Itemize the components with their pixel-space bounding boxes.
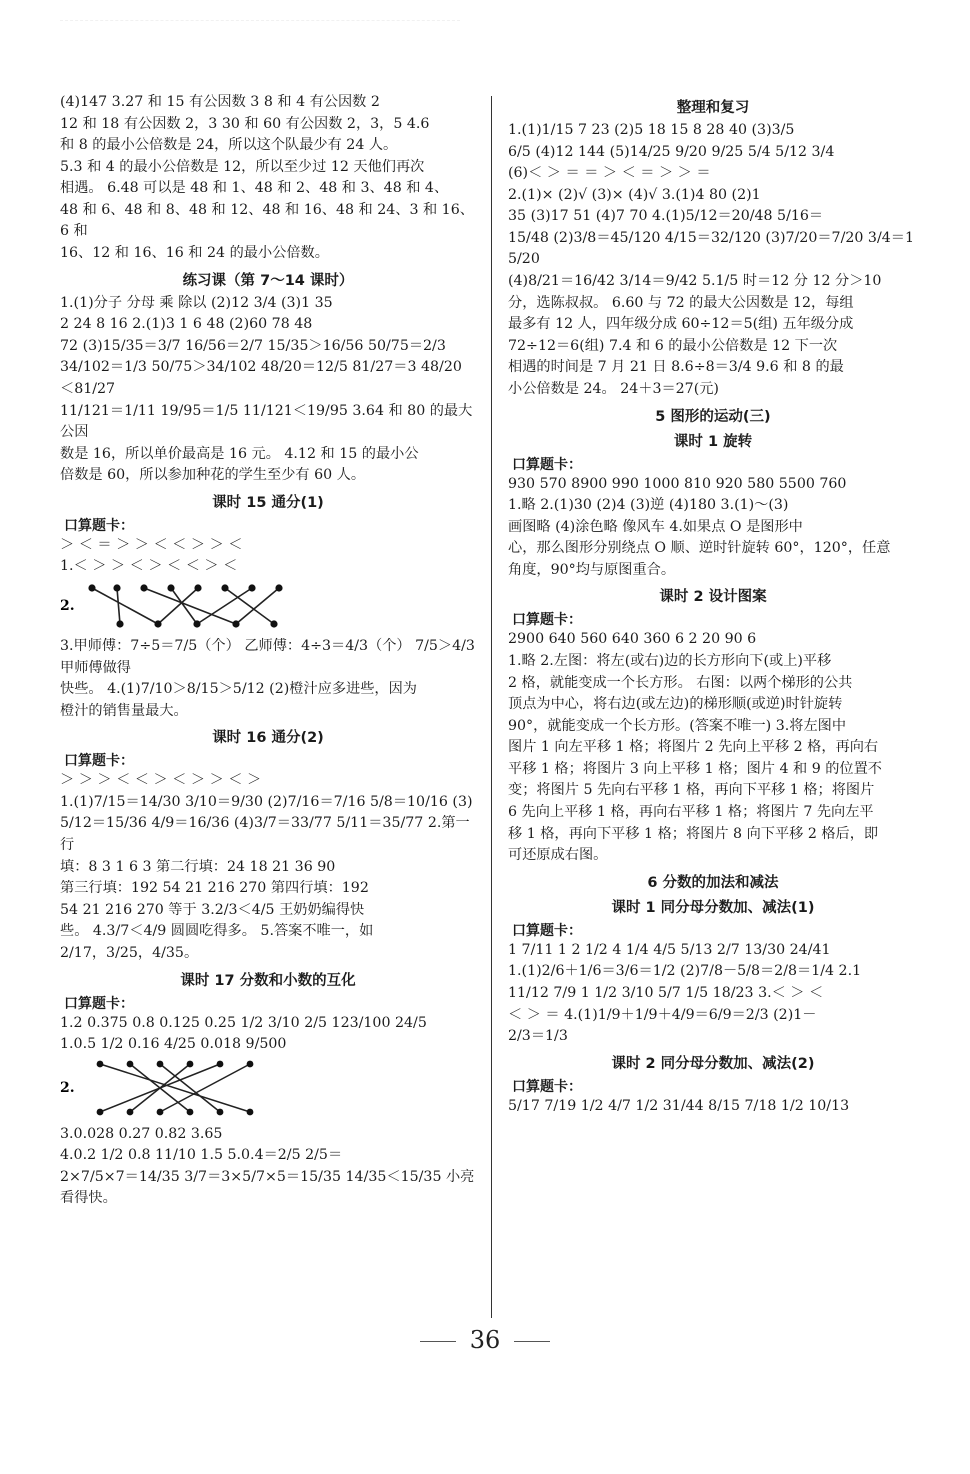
answer-line: 1.0.5 1/2 0.16 4/25 0.018 9/500 <box>60 1036 287 1053</box>
answer-line: 72÷12＝6(组) 7.4 和 6 的最小公倍数是 12 下一次 <box>508 337 838 354</box>
answer-line: 小公倍数是 24。 24＋3＝27(元) <box>508 380 719 397</box>
top-edge-fade <box>60 0 460 21</box>
match-line <box>160 1064 220 1112</box>
oral-card-label: 口算题卡： <box>64 517 134 534</box>
oral-card-label: 口算题卡： <box>512 922 582 939</box>
bottom-dot <box>157 1108 164 1115</box>
match-line <box>117 588 120 624</box>
answer-line: 54 21 216 270 等于 3.2/3＜4/5 王奶奶编得快 <box>60 901 365 918</box>
answer-line: 1 7/11 1 2 1/2 4 1/4 4/5 5/13 2/7 13/30 24/41 <box>508 941 831 958</box>
answer-line: 1.(1)1/15 7 23 (2)5 18 15 8 28 40 (3)3/5 <box>508 122 795 138</box>
diagram-label: 2. <box>60 1079 75 1096</box>
section-heading: 课时 15 通分(1) <box>212 494 324 511</box>
matching-lines-svg-1 <box>60 580 460 630</box>
top-dot <box>113 584 120 591</box>
page-footer <box>0 1326 970 1354</box>
answer-line: 画图略 (4)涂色略 像风车 4.如果点 O 是图形中 <box>508 518 803 535</box>
answer-line: 2×7/5×7＝14/35 3/7＝3×5/7×5＝15/35 14/35＜15/35 小亮看得快。 <box>60 1168 475 1207</box>
answer-line: 些。 4.3/7＜4/9 圆圆吃得多。 5.答案不唯一，如 <box>60 923 374 940</box>
answer-line: 快些。 4.(1)7/10＞8/15＞5/12 (2)橙汁应多进些，因为 <box>60 681 417 698</box>
answer-line: 填：8 3 1 6 3 第二行填：24 18 21 36 90 <box>60 858 336 875</box>
section-heading: 6 分数的加法和减法 <box>647 874 779 891</box>
answer-line: 35 (3)17 51 (4)7 70 4.(1)5/12＝20/48 5/16＝ <box>508 208 824 225</box>
answer-line: 橙汁的销售量最大。 <box>60 702 188 719</box>
answer-line: (6)＜ ＞ ＝ ＝ ＞ ＜ ＝ ＞ ＞ ＝ <box>508 165 711 182</box>
answer-line: 930 570 8900 990 1000 810 920 580 5500 760 <box>508 475 847 492</box>
footer-dash-left <box>420 1341 456 1342</box>
answer-line: 2 24 8 16 2.(1)3 1 6 48 (2)60 78 48 <box>60 316 313 333</box>
answer-line: 3.甲师傅：7÷5＝7/5（个） 乙师傅：4÷3＝4/3（个） 7/5＞4/3 甲师傅做得 <box>60 637 475 676</box>
bottom-dot <box>127 1108 134 1115</box>
oral-card-label: 口算题卡： <box>512 456 582 473</box>
section-heading: 练习课（第 7～14 课时） <box>182 272 354 289</box>
answer-line: 图片 1 向左平移 1 格；将图片 2 先向上平移 2 格，再向右 <box>508 739 879 756</box>
section-heading: 课时 1 同分母分数加、减法(1) <box>611 899 815 916</box>
answer-line: 15/48 (2)3/8＝45/120 4/15＝32/120 (3)7/20＝7/20 3/4＝15/20 <box>508 229 914 268</box>
answer-line: 倍数是 60，所以参加种花的学生至少有 60 人。 <box>60 467 366 484</box>
right-column <box>508 92 918 1324</box>
answer-line: 3.0.028 0.27 0.82 3.65 <box>60 1125 223 1142</box>
answer-line: 72 (3)15/35＝3/7 16/56＝2/7 15/35＞16/56 50/75＝2/3 <box>60 337 446 354</box>
column-divider <box>491 96 492 1318</box>
top-dot <box>275 584 282 591</box>
oral-card-label: 口算题卡： <box>512 612 582 629</box>
bottom-dot <box>247 1108 254 1115</box>
section-heading: 课时 2 设计图案 <box>659 589 767 606</box>
footer-dash-right <box>514 1341 550 1342</box>
matching-diagram-2 <box>60 1058 476 1122</box>
top-dot <box>221 584 228 591</box>
answer-line: 最多有 12 人，四年级分成 60÷12＝5(组) 五年级分成 <box>508 316 854 333</box>
section-heading: 课时 1 旋转 <box>673 433 753 450</box>
section-heading: 整理和复习 <box>676 100 750 116</box>
diagram-label: 2. <box>60 597 75 614</box>
bottom-dot <box>97 1108 104 1115</box>
answer-line: ＞ ＜ ＝ ＞ ＞ ＜ ＜ ＞ ＞ ＜ <box>60 536 243 553</box>
match-line <box>144 588 236 624</box>
answer-line: (4)147 3.27 和 15 有公因数 3 8 和 4 有公因数 2 <box>60 94 380 110</box>
answer-line: 5/17 7/19 1/2 4/7 1/2 31/44 8/15 7/18 1/2 10/13 <box>508 1097 850 1114</box>
section-heading: 课时 16 通分(2) <box>212 730 324 747</box>
answer-line: 平移 1 格；将图片 3 向上平移 1 格；图片 4 和 9 的位置不 <box>508 760 882 777</box>
answer-line: 1.(1)7/15＝14/30 3/10＝9/30 (2)7/16＝7/16 5/8＝10/16 (3) <box>60 793 473 810</box>
top-dot <box>127 1060 134 1067</box>
answer-line: 可还原成右图。 <box>508 847 608 864</box>
answer-line: 4.0.2 1/2 0.8 11/10 1.5 5.0.4＝2/5 2/5＝ <box>60 1147 343 1164</box>
bottom-dot <box>193 620 200 627</box>
top-dot <box>187 1060 194 1067</box>
bottom-dot <box>154 620 161 627</box>
page-number: 36 <box>469 1326 501 1354</box>
answer-line: 6 先向上平移 1 格，再向右平移 1 格；将图片 7 先向左平 <box>508 804 874 821</box>
answer-line: 1.略 2.左图：将左(或右)边的长方形向下(或上)平移 <box>508 652 832 669</box>
match-line <box>225 588 274 624</box>
answer-line: 顶点为中心，将右边(或左边)的梯形顺(或逆)时针旋转 <box>508 696 843 713</box>
answer-line: 数是 16，所以单价最高是 16 元。 4.12 和 15 的最小公 <box>60 445 419 462</box>
answer-line: 2/3＝1/3 <box>508 1028 568 1045</box>
answer-line: 1.略 2.(1)30 (2)4 (3)逆 (4)180 3.(1)～(3) <box>508 497 789 514</box>
answer-line: 34/102＝1/3 50/75＞34/102 48/20＝12/5 81/27＝3 48/20＜81/27 <box>60 359 462 397</box>
bottom-dot <box>187 1108 194 1115</box>
answer-line: 1.＜ ＞ ＞ ＜ ＞ ＜ ＜ ＞ ＜ <box>60 558 238 575</box>
answer-line: 16、12 和 16、16 和 24 的最小公倍数。 <box>60 245 329 262</box>
answer-line: 1.(1)2/6＋1/6＝3/6＝1/2 (2)7/8－5/8＝2/8＝1/4 2.1 <box>508 963 862 980</box>
answer-line: 角度，90°均与原图重合。 <box>508 561 676 578</box>
answer-line: 1.(1)分子 分母 乘 除以 (2)12 3/4 (3)1 35 <box>60 294 333 311</box>
answer-line: ＜ ＞ ＝ 4.(1)1/9＋1/9＋4/9＝6/9＝2/3 (2)1－ <box>508 1006 817 1023</box>
answer-line: 2900 640 560 640 360 6 2 20 90 6 <box>508 631 757 648</box>
answer-line: 相遇的时间是 7 月 21 日 8.6÷8＝3/4 9.6 和 8 的最 <box>508 359 844 376</box>
answer-line: 2.(1)× (2)√ (3)× (4)√ 3.(1)4 80 (2)1 <box>508 186 761 203</box>
answer-line: 6/5 (4)12 144 (5)14/25 9/20 9/25 5/4 5/12 3/4 <box>508 143 835 160</box>
top-dot <box>194 584 201 591</box>
answer-line: 2/17，3/25，4/35。 <box>60 944 199 961</box>
matching-lines-svg-2 <box>60 1058 460 1118</box>
answer-line: 5/12＝15/36 4/9＝16/36 (4)3/7＝33/77 5/11＝35/77 2.第一行 <box>60 815 470 854</box>
bottom-dot <box>217 1108 224 1115</box>
answer-line: 48 和 6、48 和 8、48 和 12、48 和 16、48 和 24、3 和 16、6 和 <box>60 201 474 240</box>
top-dot <box>247 1060 254 1067</box>
top-dot <box>157 1060 164 1067</box>
left-column <box>60 92 476 1324</box>
answer-line: 相遇。 6.48 可以是 48 和 1、48 和 2、48 和 3、48 和 4、 <box>60 180 449 197</box>
answer-line: 和 8 的最小公倍数是 24，所以这个队最少有 24 人。 <box>60 137 398 154</box>
top-dot <box>88 584 95 591</box>
answer-line: 12 和 18 有公因数 2，3 30 和 60 有公因数 2，3，5 4.6 <box>60 115 430 132</box>
top-dot <box>97 1060 104 1067</box>
section-heading: 5 图形的运动(三) <box>655 408 771 425</box>
answer-line: 变；将图片 5 先向右平移 1 格，再向下平移 1 格；将图片 <box>508 782 875 799</box>
oral-card-label: 口算题卡： <box>64 995 134 1012</box>
bottom-dot <box>270 620 277 627</box>
answer-line: 5.3 和 4 的最小公倍数是 12，所以至少过 12 天他们再次 <box>60 158 425 175</box>
match-line <box>92 588 158 624</box>
top-dot <box>248 584 255 591</box>
answer-line: 第三行填：192 54 21 216 270 第四行填：192 <box>60 880 369 897</box>
section-heading: 课时 2 同分母分数加、减法(2) <box>611 1055 815 1072</box>
oral-card-label: 口算题卡： <box>64 753 134 770</box>
matching-diagram-1 <box>60 580 476 634</box>
answer-line: 分，选陈叔叔。 6.60 与 72 的最大公因数是 12，每组 <box>508 294 854 311</box>
answer-line: 90°，就能变成一个长方形。(答案不唯一) 3.将左图中 <box>508 717 847 734</box>
bottom-dot <box>232 620 239 627</box>
top-dot <box>140 584 147 591</box>
answer-line: 2 格，就能变成一个长方形。 右图：以两个梯形的公共 <box>508 674 853 691</box>
bottom-dot <box>116 620 123 627</box>
answer-line: 11/121＝1/11 19/95＝1/5 11/121＜19/95 3.64 和 80 的最大公因 <box>60 402 473 441</box>
top-dot <box>217 1060 224 1067</box>
answer-line: ＞ ＞ ＞ ＜ ＜ ＞ ＜ ＞ ＞ ＜ ＞ <box>60 772 262 789</box>
match-line <box>197 588 252 624</box>
match-line <box>100 1064 220 1112</box>
oral-card-label: 口算题卡： <box>512 1078 582 1095</box>
answer-line: 11/12 7/9 1 1/2 3/10 5/7 1/5 18/23 3.＜ ＞ ＜ <box>508 984 824 1001</box>
top-dot <box>167 584 174 591</box>
answer-line: (4)8/21＝16/42 3/14＝9/42 5.1/5 时＝12 分 12 分＞10 <box>508 273 882 290</box>
answer-line: 1.2 0.375 0.8 0.125 0.25 1/2 3/10 2/5 123/100 24/5 <box>60 1014 427 1031</box>
section-heading: 课时 17 分数和小数的互化 <box>180 972 356 989</box>
answer-line: 移 1 格，再向下平移 1 格；将图片 8 向下平移 2 格后，即 <box>508 825 879 842</box>
answer-line: 心，那么图形分别绕点 O 顺、逆时针旋转 60°，120°，任意 <box>508 540 891 557</box>
